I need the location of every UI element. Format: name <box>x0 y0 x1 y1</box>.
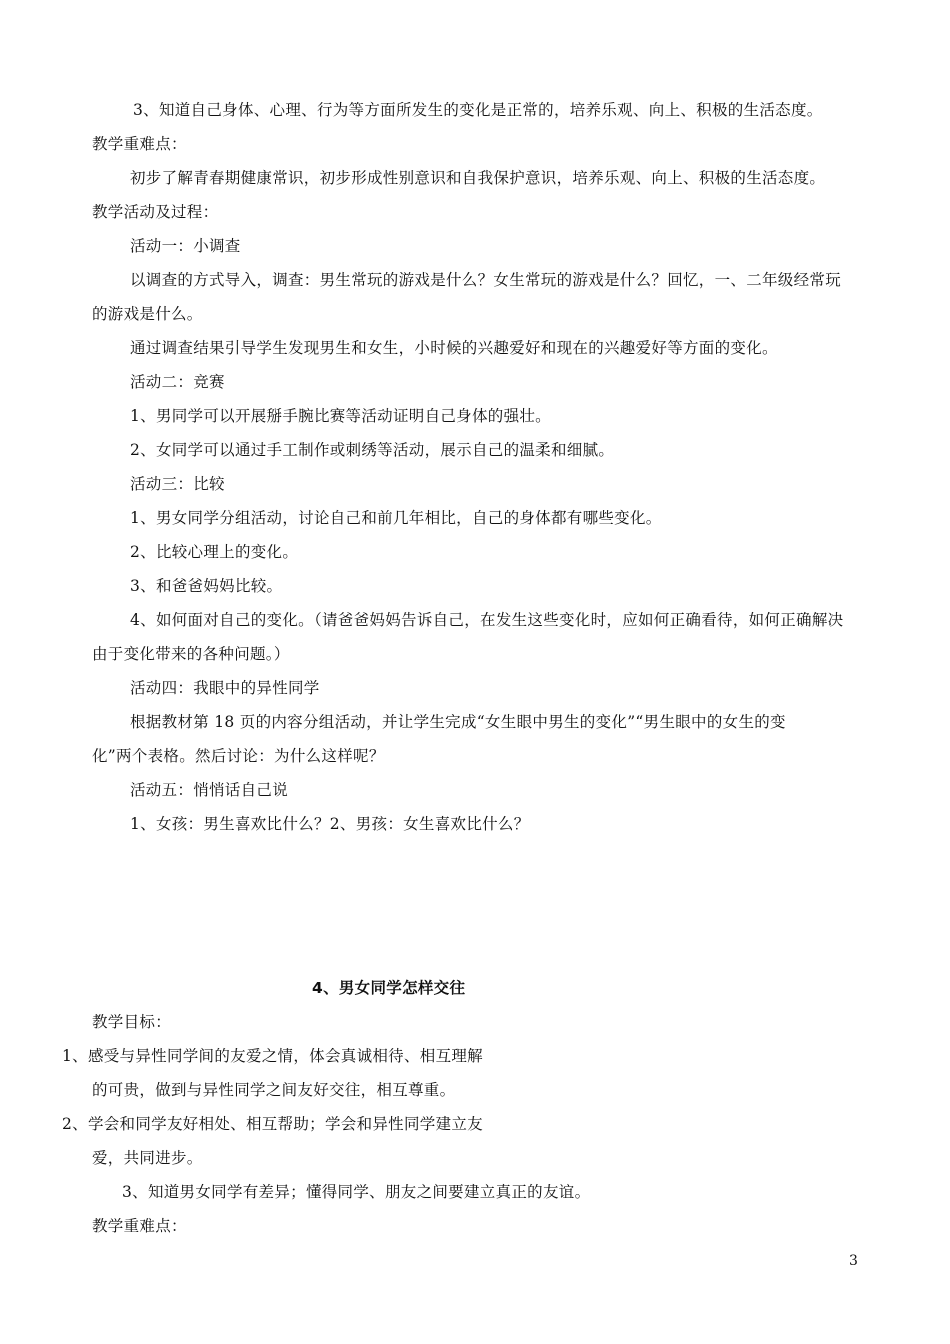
activity2-item1: 1、男同学可以开展掰手腕比赛等活动证明自己身体的强壮。 <box>130 407 551 425</box>
activity5-text: 1、女孩：男生喜欢比什么？2、男孩：女生喜欢比什么？ <box>130 815 530 833</box>
activity4-title: 活动四：我眼中的异性同学 <box>130 679 320 697</box>
activity5-title: 活动五：悄悄话自己说 <box>130 781 289 799</box>
activity4-text-line2: 化”两个表格。然后讨论：为什么这样呢？ <box>92 747 385 765</box>
activity3-item4-line1: 4、如何面对自己的变化。（请爸爸妈妈告诉自己，在发生这些变化时，应如何正确看待，如何正确解决 <box>130 611 844 629</box>
activity1-title: 活动一：小调查 <box>130 237 241 255</box>
activity3-title: 活动三：比较 <box>130 475 225 493</box>
lesson-title: 4、男女同学怎样交往 <box>312 979 466 997</box>
page-number: 3 <box>849 1253 859 1269</box>
activity1-text-line1: 以调查的方式导入，调查：男生常玩的游戏是什么？女生常玩的游戏是什么？回忆，一、二年级经常玩 <box>130 271 842 289</box>
objective-1-line1: 1、感受与异性同学间的友爱之情，体会真诚相待、相互理解 <box>62 1047 483 1065</box>
activity1-text-line2: 的游戏是什么。 <box>92 305 203 323</box>
activities-heading: 教学活动及过程： <box>92 203 219 221</box>
activity2-title: 活动二：竞赛 <box>130 373 225 391</box>
key-points-text: 初步了解青春期健康常识，初步形成性别意识和自我保护意识，培养乐观、向上、积极的生活态度。 <box>130 169 826 187</box>
key-points-heading: 教学重难点： <box>92 135 187 153</box>
activity3-item1: 1、男女同学分组活动，讨论自己和前几年相比，自己的身体都有哪些变化。 <box>130 509 662 527</box>
objective-2-line2: 爱，共同进步。 <box>92 1149 203 1167</box>
activity2-item2: 2、女同学可以通过手工制作或刺绣等活动，展示自己的温柔和细腻。 <box>130 441 615 459</box>
objectives-heading: 教学目标： <box>92 1013 172 1031</box>
objective-3: 3、知道自己身体、心理、行为等方面所发生的变化是正常的，培养乐观、向上、积极的生活态度。 <box>133 101 823 119</box>
activity3-item4-line2: 由于变化带来的各种问题。） <box>92 645 290 663</box>
activity1-text2: 通过调查结果引导学生发现男生和女生，小时候的兴趣爱好和现在的兴趣爱好等方面的变化。 <box>130 339 778 357</box>
objective-3-section2: 3、知道男女同学有差异；懂得同学、朋友之间要建立真正的友谊。 <box>122 1183 591 1201</box>
objective-1-line2: 的可贵，做到与异性同学之间友好交往，相互尊重。 <box>92 1081 456 1099</box>
activity3-item2: 2、比较心理上的变化。 <box>130 543 299 561</box>
activity4-text-line1: 根据教材第 18 页的内容分组活动，并让学生完成“女生眼中男生的变化”“男生眼中的女生的变 <box>130 713 786 731</box>
activity3-item3: 3、和爸爸妈妈比较。 <box>130 577 283 595</box>
objective-2-line1: 2、学会和同学友好相处、相互帮助；学会和异性同学建立友 <box>62 1115 483 1133</box>
key-points-heading-section2: 教学重难点： <box>92 1217 187 1235</box>
